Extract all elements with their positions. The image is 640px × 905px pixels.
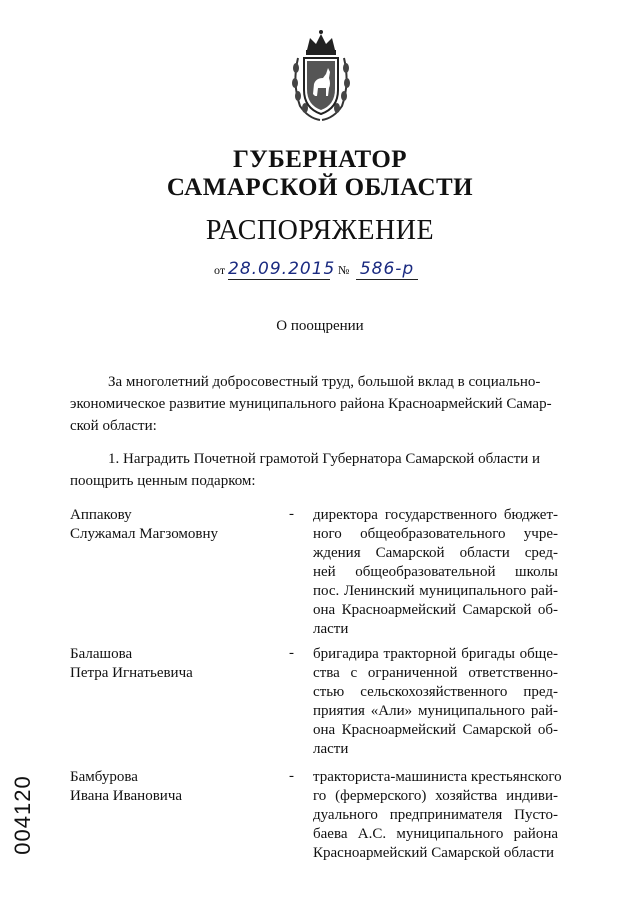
- number-prefix: №: [338, 263, 350, 277]
- side-serial-number: 004120: [10, 775, 35, 855]
- position-line: дуального предпринимателя Пусто-: [313, 807, 558, 823]
- awardee-position: [313, 768, 562, 863]
- position-line: стью сельскохозяйственного пред-: [313, 684, 558, 700]
- awardee-dash: -: [289, 645, 294, 661]
- position-line: ного общеобразовательного учре-: [313, 526, 558, 542]
- awardee-dash: -: [289, 768, 294, 784]
- position-line: ства с ограниченной ответственно-: [313, 665, 558, 681]
- issuer-title-line2: САМАРСКОЙ ОБЛАСТИ: [166, 174, 474, 201]
- position-line: баева А.С. муниципального района: [313, 826, 558, 842]
- handwritten-date: 28.09.2015: [228, 259, 336, 279]
- position-line: пос. Ленинский муниципального рай-: [313, 583, 558, 599]
- awardee-surname: Бамбурова: [70, 769, 138, 785]
- position-line: ласти: [313, 741, 349, 757]
- awardee-name: [70, 768, 182, 806]
- item-1-line: поощрить ценным подарком:: [70, 473, 256, 489]
- date-prefix: от: [214, 263, 226, 277]
- position-line: она Красноармейский Самарской об-: [313, 722, 558, 738]
- awardee-dash: -: [289, 506, 294, 522]
- document-subject: О поощрении: [276, 318, 364, 334]
- position-line: ней общеобразовательной школы: [313, 564, 558, 580]
- item-1-paragraph: [70, 448, 558, 492]
- position-line: ждения Самарской области сред-: [313, 545, 558, 561]
- preamble-line: экономическое развитие муниципального района Красноармейский Самар-: [70, 396, 552, 412]
- position-line: приятия «Али» муниципального рай-: [313, 703, 558, 719]
- awardee-name: [70, 506, 218, 544]
- position-line: тракториста-машиниста крестьянского: [313, 769, 562, 785]
- side-serial-stamp: [8, 760, 38, 870]
- position-line: Красноармейский Самарской области: [313, 845, 555, 861]
- position-line: директора государственного бюджет-: [313, 507, 558, 523]
- date-number-row: [214, 258, 434, 280]
- awardee-position: [313, 506, 558, 639]
- preamble-paragraph: [70, 371, 558, 437]
- position-line: го (фермерского) хозяйства индиви-: [313, 788, 558, 804]
- awardee-surname: Аппакову: [70, 507, 132, 523]
- samara-coat-of-arms-emblem: [290, 28, 352, 124]
- position-line: она Красноармейский Самарской об-: [313, 602, 558, 618]
- document-type: РАСПОРЯЖЕНИЕ: [205, 215, 435, 246]
- preamble-line: За многолетний добросовестный труд, большой вклад в социально-: [108, 374, 541, 390]
- handwritten-number: 586-р: [356, 259, 418, 280]
- awardee-given-names: Петра Игнатьевича: [70, 665, 193, 681]
- position-line: бригадира тракторной бригады обще-: [313, 646, 558, 662]
- position-line: ласти: [313, 621, 349, 637]
- issuer-title-line1: ГУБЕРНАТОР: [232, 146, 408, 173]
- awardee-given-names: Ивана Ивановича: [70, 788, 183, 804]
- preamble-line: ской области:: [70, 418, 157, 434]
- awardee-surname: Балашова: [70, 646, 133, 662]
- item-1-line: 1. Наградить Почетной грамотой Губернатора Самарской области и: [108, 451, 540, 467]
- awardee-given-names: Служамал Магзомовну: [70, 526, 219, 542]
- awardee-position: [313, 645, 558, 759]
- awardee-name: [70, 645, 193, 683]
